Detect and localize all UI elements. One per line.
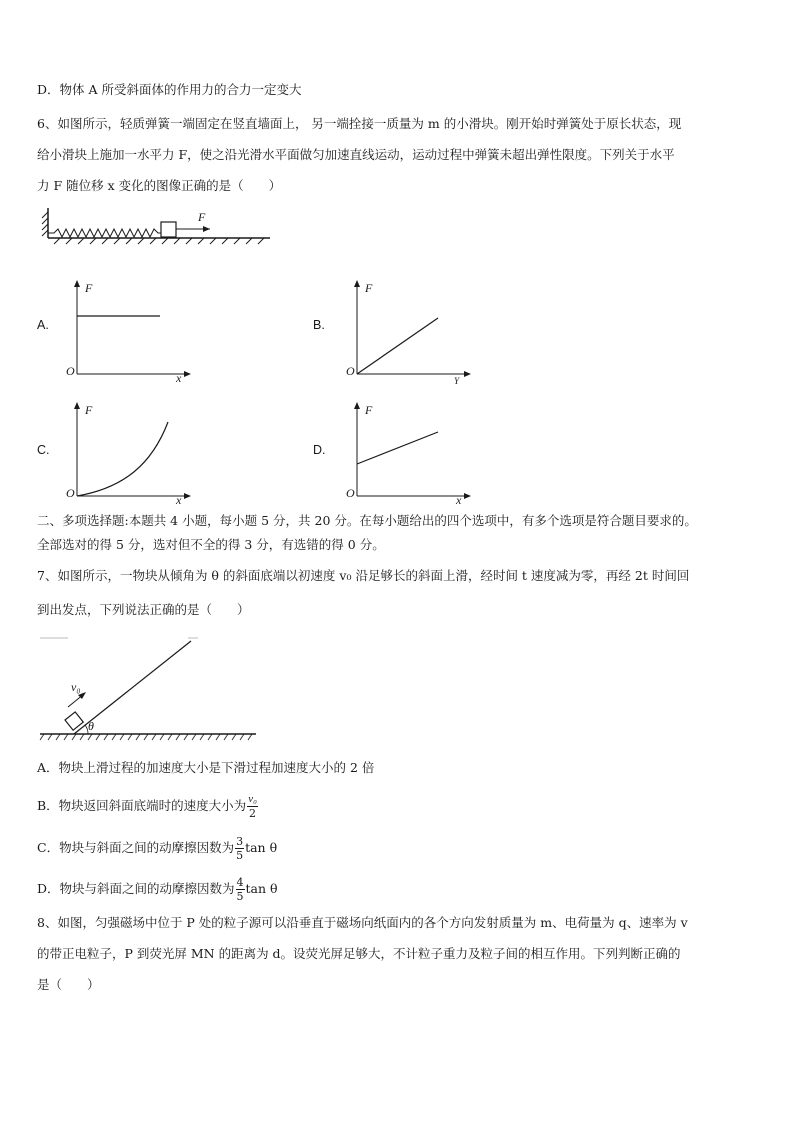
- angle-theta-label: θ: [88, 719, 94, 733]
- q7-stem-line-1: 7、如图所示，一物块从倾角为 θ 的斜面底端以初速度 v₀ 沿足够长的斜面上滑，经时间 t 速度减为零，再经 2t 时间回: [37, 568, 690, 583]
- q7-option-b-numerator: v₀: [248, 793, 257, 805]
- q6-stem-line-2: 给小滑块上施加一水平力 F，使之沿光滑水平面做匀加速直线运动，运动过程中弹簧未超出弹性限度。下列关于水平: [37, 147, 675, 162]
- q7-option-d-denominator: 5: [236, 890, 244, 903]
- graph-option-d: [344, 402, 479, 507]
- initial-velocity-label: v₀: [71, 680, 81, 694]
- q7-option-b-text: B．物块返回斜面底端时的速度大小为: [37, 798, 247, 813]
- graph-d-curve: [357, 432, 438, 464]
- q6-option-b-label: B.: [313, 318, 325, 332]
- q7-option-c-tan: tan θ: [245, 840, 278, 855]
- q8-stem-line-2: 的带正电粒子，P 到荧光屏 MN 的距离为 d。设荧光屏足够大，不计粒子重力及粒子间的相互作用。下列判断正确的: [37, 946, 681, 961]
- q6-option-c-label: C.: [37, 443, 50, 457]
- q8-stem-line-3: 是（ ）: [37, 977, 100, 992]
- graph-a-origin: O: [66, 364, 75, 378]
- graph-c-x-label: x: [176, 493, 182, 507]
- q7-option-d-text: D．物块与斜面之间的动摩擦因数为: [37, 881, 235, 896]
- graph-a-x-label: x: [176, 371, 182, 385]
- graph-c-curve: [77, 422, 168, 496]
- graph-option-c: [64, 402, 199, 507]
- q7-stem-line-2: 到出发点，下列说法正确的是（ ）: [37, 602, 250, 617]
- section-2-heading: 二、多项选择题:本题共 4 小题，每小题 5 分，共 20 分。在每小题给出的四个选项中，有多个选项是符合题目要求的。: [37, 513, 697, 528]
- graph-b-curve: [357, 318, 438, 374]
- q7-option-c-denominator: 5: [236, 849, 244, 862]
- q7-option-d-tan: tan θ: [245, 881, 278, 896]
- incline-block: [65, 712, 83, 730]
- q6-stem-line-1: 6、如图所示，轻质弹簧一端固定在竖直墙面上， 另一端拴接一质量为 m 的小滑块。刚开始时弹簧处于原长状态，现: [37, 116, 682, 131]
- graph-b-x-label: Y: [454, 376, 460, 386]
- q7-option-b-denominator: 2: [249, 807, 257, 820]
- graph-option-a: [64, 280, 199, 385]
- section-2-scoring: 全部选对的得 5 分，选对但不全的得 3 分，有选错的得 0 分。: [37, 537, 385, 552]
- graph-c-origin: O: [66, 486, 75, 500]
- q7-option-d-numerator: 4: [236, 876, 244, 889]
- incline-figure: [38, 636, 263, 746]
- graph-a-y-label: F: [85, 281, 93, 295]
- q6-option-d-label: D.: [313, 443, 326, 457]
- q7-option-c: [37, 835, 277, 862]
- graph-c-y-label: F: [85, 403, 93, 417]
- q8-stem-line-1: 8、如图，匀强磁场中位于 P 处的粒子源可以沿垂直于磁场向纸面内的各个方向发射质量为 m、电荷量为 q、速率为 v: [37, 915, 688, 930]
- spring: [48, 229, 161, 237]
- spring-block-figure: [40, 206, 272, 246]
- q7-option-c-numerator: 3: [236, 835, 244, 848]
- graph-b-y-label: F: [365, 281, 373, 295]
- q6-stem-line-3: 力 F 随位移 x 变化的图像正确的是（ ）: [37, 178, 282, 193]
- q7-option-a: A．物块上滑过程的加速度大小是下滑过程加速度大小的 2 倍: [37, 760, 375, 775]
- graph-d-origin: O: [346, 486, 355, 500]
- q7-option-c-text: C．物块与斜面之间的动摩擦因数为: [37, 840, 235, 855]
- q7-option-b: [37, 793, 259, 820]
- graph-d-x-label: x: [456, 493, 462, 507]
- q6-option-a-label: A.: [37, 318, 49, 332]
- force-label: F: [198, 210, 206, 224]
- q7-option-b-fraction: [247, 793, 258, 820]
- slider-block: [161, 222, 176, 237]
- prev-option-d: D．物体 A 所受斜面体的作用力的合力一定变大: [37, 82, 302, 97]
- q7-option-c-fraction: [235, 835, 244, 862]
- graph-d-y-label: F: [365, 403, 373, 417]
- graph-option-b: [344, 280, 479, 385]
- q7-option-d-fraction: [236, 876, 245, 903]
- q7-option-d: [37, 876, 278, 903]
- graph-b-origin: O: [346, 364, 355, 378]
